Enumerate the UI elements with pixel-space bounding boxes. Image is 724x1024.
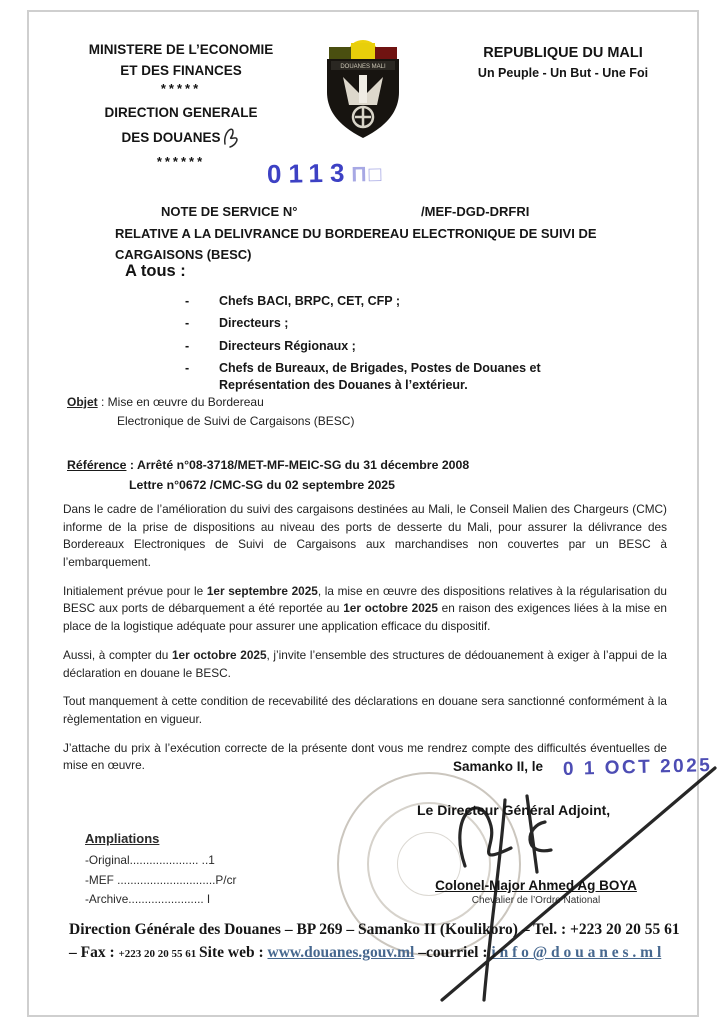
- ampliation-item: -Original..................... ..1: [85, 853, 215, 868]
- paragraph-1: [63, 501, 667, 572]
- ministry-line2: ET DES FINANCES: [120, 62, 242, 78]
- text-segment: Direction Générale des Douanes – BP 269 – Samanko II (Koulikoro) – Tel. : +223 20 20 55 61 – Fax :: [69, 921, 680, 962]
- recipient-item: [185, 338, 615, 355]
- ampliation-item: -MEF ..............................P/cr: [85, 872, 237, 887]
- body-text: [63, 501, 667, 786]
- reference-label: Référence: [67, 458, 127, 472]
- signer-name: Colonel-Major Ahmed Ag BOYA: [435, 878, 637, 893]
- handwritten-paraph-icon: [221, 124, 241, 155]
- recipient-item: [185, 360, 615, 394]
- separator-stars: *****: [160, 80, 202, 96]
- recipient-text: Directeurs Régionaux ;: [219, 338, 356, 353]
- direction-line2: [71, 124, 291, 155]
- text-segment: +223 20 20 55 61: [118, 948, 200, 961]
- ampliations-heading: Ampliations: [85, 831, 160, 846]
- objet-line1: [67, 393, 354, 412]
- republic-motto: Un Peuple - Un But - Une Foi: [477, 66, 649, 80]
- recipient-text: Directeurs ;: [219, 316, 289, 331]
- reference-line2: Lettre n°0672 /CMC-SG du 02 septembre 2025: [129, 478, 395, 493]
- text-segment: 1er octobre 2025: [343, 601, 438, 616]
- recipient-item: [185, 315, 615, 332]
- dash-bullet: -: [185, 316, 190, 331]
- ampliations-block: [85, 828, 236, 910]
- paragraph-3: [63, 647, 667, 682]
- ministry-block: [71, 40, 291, 169]
- reference-line1: [67, 455, 469, 475]
- text-segment: 1er octobre 2025: [172, 647, 267, 662]
- text-segment: Initialement prévue pour le: [63, 583, 207, 598]
- recipient-text: Chefs BACI, BRPC, CET, CFP ;: [219, 294, 401, 308]
- recipient-item: [185, 293, 615, 310]
- text-segment: Site web :: [199, 944, 268, 962]
- stamp-faint-marks: Π□: [351, 162, 384, 187]
- dash-bullet: -: [185, 361, 190, 376]
- recipients-list: [185, 293, 615, 399]
- ministry-line1: MINISTERE DE L’ECONOMIE: [88, 42, 274, 57]
- text-segment: Aussi, à compter du: [63, 647, 172, 662]
- text-segment: J’attache du prix à l’exécution correcte de la présente dont vous me rendrez compte des difficultés éventuelles de mise en œuvre.: [63, 740, 667, 773]
- text-segment: , j’invite l’ensemble des structures de dédouanement à exiger à l’appui de la déclaration en douane le BESC.: [63, 647, 667, 680]
- dash-bullet: -: [185, 294, 190, 308]
- dash-bullet: -: [185, 338, 190, 353]
- text-segment: Tout manquement à cette condition de recevabilité des déclarations en douane sera sanctionné conformément à la règlementation en vigueur.: [63, 694, 667, 726]
- republic-block: [437, 45, 689, 80]
- recipients-heading: A tous :: [125, 262, 186, 280]
- paragraph-4: [63, 693, 667, 728]
- douanes-mali-crest-icon: [318, 38, 408, 144]
- text-segment: 1er septembre 2025: [206, 583, 318, 598]
- stamp-number-digits: 0113: [266, 157, 352, 190]
- text-segment: Dans le cadre de l’amélioration du suivi des cargaisons destinées au Mali, le Conseil Malien des Chargeurs (CMC) informe de la prise de dispositions au niveau des ports de desserte du Mali, pour assurer la délivrance des Bordereaux Electroniques de Suivi de Cargaisons aux marchandises non couvertes par un BESC à l’embarquement.: [63, 502, 667, 570]
- footer-address: [69, 918, 689, 965]
- separator-stars: ******: [156, 153, 206, 169]
- date-stamp: 0 1 OCT 2025: [562, 755, 713, 780]
- footer-link[interactable]: www.douanes.gouv.ml: [267, 944, 415, 962]
- republic-title: REPUBLIQUE DU MALI: [483, 45, 643, 61]
- document-page: [27, 10, 713, 1017]
- crest-banner-text: DOUANES MALI: [340, 64, 386, 70]
- reference-block: [67, 455, 469, 496]
- signer-honor: Chevalier de l’Ordre National: [471, 895, 601, 906]
- ampliation-item: -Archive....................... I: [85, 892, 211, 907]
- direction-line1: DIRECTION GENERALE: [104, 105, 258, 121]
- text-segment: , la mise en œuvre des dispositions relatives à la régularisation du BESC aux ports de débarquement a été reportée au: [63, 583, 667, 616]
- objet-label: Objet: [67, 395, 98, 409]
- paragraph-2: [63, 583, 667, 636]
- note-de-service-label: NOTE DE SERVICE N°: [161, 204, 298, 219]
- signer-block: [411, 878, 661, 906]
- document-title: RELATIVE A LA DELIVRANCE DU BORDEREAU ELECTRONIQUE DE SUIVI DE CARGAISONS (BESC): [115, 226, 597, 262]
- direction-line2-text: DES DOUANES: [121, 130, 221, 146]
- reference-code: /MEF-DGD-DRFRI: [421, 204, 530, 219]
- place-label: Samanko II, le: [453, 759, 544, 774]
- text-segment: –courriel :: [414, 944, 492, 962]
- reference-text: : Arrêté n°08-3718/MET-MF-MEIC-SG du 31 décembre 2008: [126, 458, 470, 472]
- signer-title: Le Directeur Général Adjoint,: [417, 802, 611, 818]
- place-date-line: [453, 755, 713, 780]
- objet-block: [67, 393, 354, 431]
- objet-text: : Mise en œuvre du Bordereau: [97, 395, 264, 409]
- text-segment: en raison des exigences liées à la mise en place de la logistique adéquate pour assurer une application efficace du dispositif.: [63, 601, 667, 634]
- recipient-text: Chefs de Bureaux, de Brigades, Postes de Douanes et Représentation des Douanes à l’extérieur.: [219, 361, 541, 392]
- objet-line2: Electronique de Suivi de Cargaisons (BESC): [117, 414, 355, 429]
- footer-link[interactable]: i n f o @ d o u a n e s . m l: [491, 944, 662, 962]
- registration-number-stamp: [267, 157, 384, 190]
